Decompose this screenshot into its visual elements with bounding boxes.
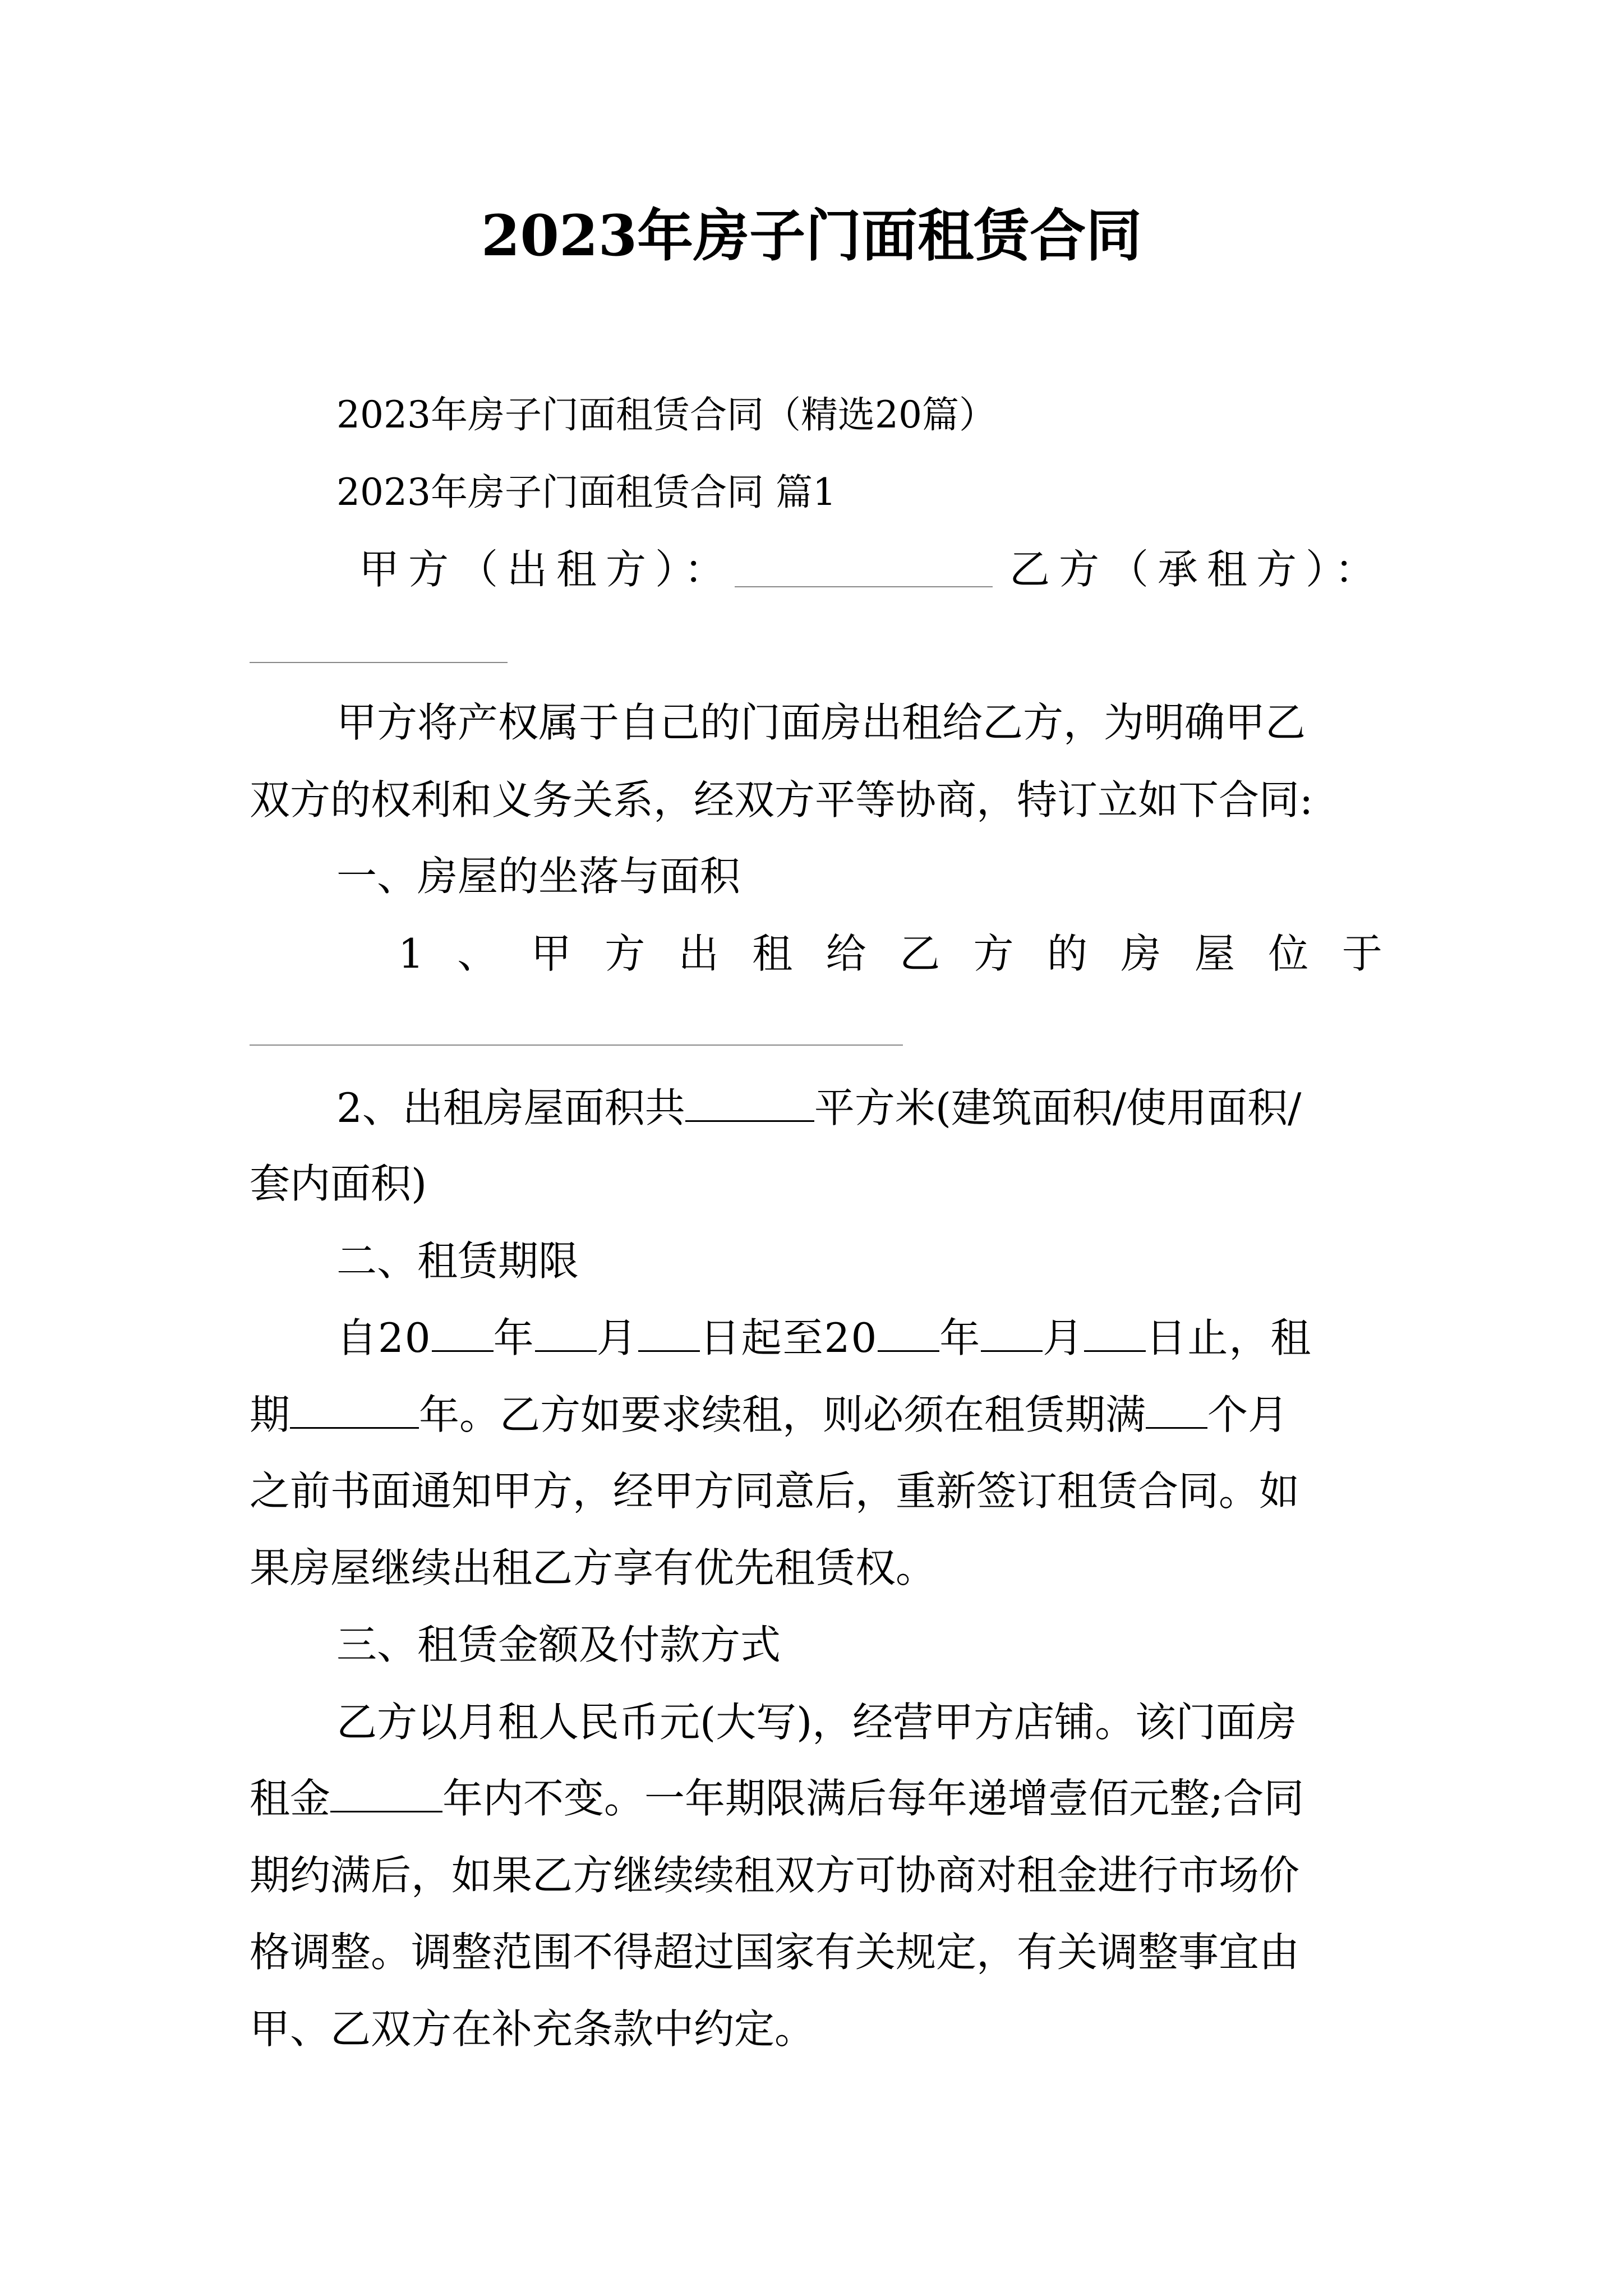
rent-text: 租金 <box>250 1775 331 1822</box>
party-a-blank <box>735 586 993 587</box>
clause-1-2-line-2: 套内面积) <box>250 1160 427 1207</box>
clause-1-1-char: 1 <box>398 930 424 977</box>
subtitle-article: 2023年房子门面租赁合同 篇1 <box>336 471 836 514</box>
clause-1-1-char: 方 <box>973 930 1014 977</box>
intro-line-1: 甲方将产权属于自己的门面房出租给乙方，为明确甲乙 <box>336 699 1306 746</box>
term-text: 日止，租 <box>1146 1314 1312 1361</box>
document-title: 2023年房子门面租赁合同 <box>481 203 1142 269</box>
notice-months-blank <box>1146 1390 1207 1429</box>
clause-1-1-char: 给 <box>826 930 866 977</box>
clause-1-2-text-b: 平方米(建筑面积/使用面积/ <box>814 1084 1302 1131</box>
rent-text: 年内不变。一年期限满后每年递增壹佰元整;合同 <box>442 1775 1304 1822</box>
location-blank <box>250 1045 903 1046</box>
section-3-heading: 三、租赁金额及付款方式 <box>336 1621 781 1668</box>
month-blank <box>535 1313 597 1352</box>
rent-line-5: 甲、乙双方在补充条款中约定。 <box>250 2005 815 2053</box>
subtitle-selected: 2023年房子门面租赁合同（精选20篇） <box>336 393 996 436</box>
clause-1-1-char: 位 <box>1268 930 1309 977</box>
term-line-3: 之前书面通知甲方，经甲方同意后，重新签订租赁合同。如 <box>250 1467 1300 1515</box>
term-text: 个月 <box>1207 1391 1289 1438</box>
clause-1-1-char: 的 <box>1047 930 1088 977</box>
rent-line-2 <box>250 1770 1304 1826</box>
term-text: 月 <box>596 1314 638 1361</box>
day-blank <box>1084 1313 1146 1352</box>
area-blank <box>685 1083 814 1122</box>
clause-1-1-char: 甲 <box>531 930 571 977</box>
term-text: 年。乙方如要求续租，则必须在租赁期满 <box>419 1391 1146 1438</box>
term-years-blank <box>290 1390 419 1429</box>
clause-1-1-char: 屋 <box>1194 930 1235 977</box>
rent-line-4: 格调整。调整范围不得超过国家有关规定，有关调整事宜由 <box>250 1929 1300 1976</box>
year-blank <box>878 1313 939 1352</box>
term-line-1 <box>336 1310 1312 1366</box>
term-text: 自20 <box>336 1314 432 1361</box>
rent-line-3: 期约满后，如果乙方继续续租双方可协商对租金进行市场价 <box>250 1852 1300 1899</box>
term-text: 期 <box>250 1391 291 1438</box>
rent-years-blank <box>330 1774 442 1812</box>
clause-1-1-char: 于 <box>1341 930 1382 977</box>
day-blank <box>638 1313 700 1352</box>
section-2-heading: 二、租赁期限 <box>336 1237 579 1285</box>
term-line-4: 果房屋继续出租乙方享有优先租赁权。 <box>250 1544 937 1591</box>
term-text: 年 <box>939 1314 981 1361</box>
party-a-label: 甲方（出租方）： <box>359 546 734 593</box>
term-text: 年 <box>493 1314 535 1361</box>
term-text: 月 <box>1043 1314 1085 1361</box>
year-blank <box>432 1313 494 1352</box>
clause-1-1-char: 方 <box>605 930 645 977</box>
party-b-blank <box>250 662 508 663</box>
intro-line-2: 双方的权利和义务关系，经双方平等协商，特订立如下合同: <box>250 776 1313 823</box>
clause-1-1-char: 、 <box>457 930 498 977</box>
clause-1-2-text-a: 2、出租房屋面积共 <box>336 1084 685 1131</box>
term-text: 日起至20 <box>699 1314 878 1361</box>
clause-1-1 <box>398 926 1382 982</box>
rent-line-1: 乙方以月租人民币元(大写)，经营甲方店铺。该门面房 <box>336 1699 1297 1746</box>
clause-1-1-char: 乙 <box>900 930 940 977</box>
clause-1-1-char: 出 <box>678 930 719 977</box>
term-line-2 <box>250 1387 1288 1443</box>
clause-1-2-line-1 <box>336 1080 1301 1136</box>
clause-1-1-char: 租 <box>752 930 793 977</box>
section-1-heading: 一、房屋的坐落与面积 <box>336 853 741 900</box>
clause-1-1-char: 房 <box>1121 930 1161 977</box>
month-blank <box>981 1313 1043 1352</box>
party-b-label: 乙方（承租方）： <box>1009 546 1385 593</box>
